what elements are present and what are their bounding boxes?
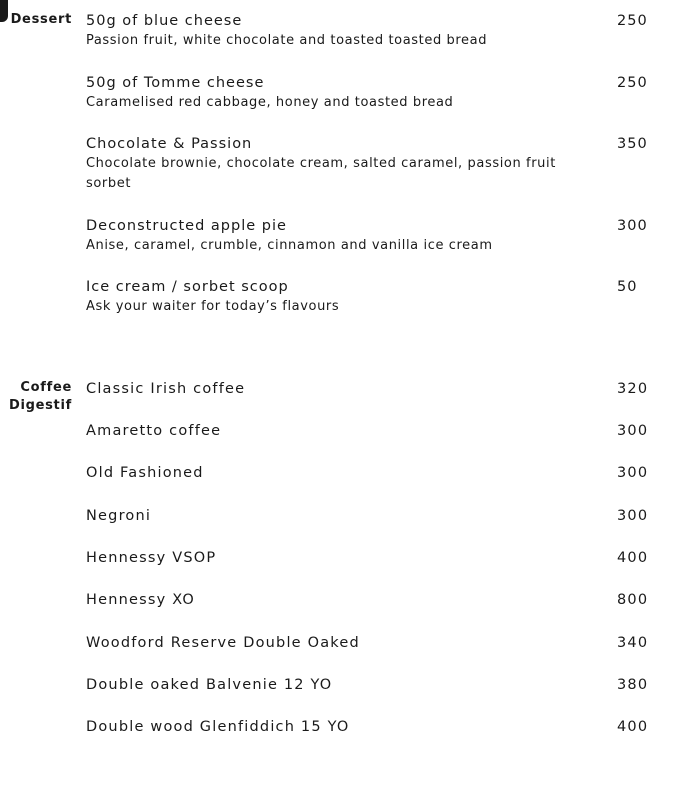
item-description: Passion fruit, white chocolate and toasted toasted bread bbox=[86, 33, 488, 48]
item-price: 380 bbox=[617, 677, 649, 693]
menu-item-balvenie bbox=[86, 675, 686, 695]
item-name: Classic Irish coffee bbox=[86, 381, 246, 397]
menu-item-chocolate-passion bbox=[86, 134, 686, 194]
section-label-coffee-digestif bbox=[9, 379, 72, 415]
item-price: 400 bbox=[617, 550, 649, 566]
item-name: Deconstructed apple pie bbox=[86, 218, 287, 234]
menu-item-glenfiddich bbox=[86, 717, 686, 737]
menu-item-old-fashioned bbox=[86, 463, 686, 483]
item-price: 300 bbox=[617, 465, 649, 481]
item-price: 340 bbox=[617, 635, 649, 651]
menu-item-apple-pie bbox=[86, 216, 686, 256]
item-name: Hennessy VSOP bbox=[86, 550, 217, 566]
item-name: Double wood Glenfiddich 15 YO bbox=[86, 719, 350, 735]
menu-item-tomme-cheese bbox=[86, 73, 686, 113]
menu-item-amaretto-coffee bbox=[86, 421, 686, 441]
item-name: Amaretto coffee bbox=[86, 423, 222, 439]
item-price: 400 bbox=[617, 719, 649, 735]
item-description: Caramelised red cabbage, honey and toasted bread bbox=[86, 95, 454, 110]
item-name: Hennessy XO bbox=[86, 592, 196, 608]
item-description: Anise, caramel, crumble, cinnamon and vanilla ice cream bbox=[86, 238, 493, 253]
item-price: 50 bbox=[617, 279, 638, 295]
menu-item-negroni bbox=[86, 506, 686, 526]
section-label-line1: Coffee bbox=[20, 380, 72, 395]
item-price: 300 bbox=[617, 423, 649, 439]
menu-item-irish-coffee bbox=[86, 379, 686, 399]
item-price: 250 bbox=[617, 75, 648, 91]
menu-item-woodford-reserve bbox=[86, 633, 686, 653]
item-name: 50g of Tomme cheese bbox=[86, 75, 265, 91]
item-price: 300 bbox=[617, 508, 649, 524]
item-description: Ask your waiter for today’s flavours bbox=[86, 299, 340, 314]
item-name: Double oaked Balvenie 12 YO bbox=[86, 677, 333, 693]
item-name: Ice cream / sorbet scoop bbox=[86, 279, 289, 295]
menu-item-hennessy-xo bbox=[86, 590, 686, 610]
item-price: 800 bbox=[617, 592, 649, 608]
item-price: 350 bbox=[617, 136, 648, 152]
item-price: 320 bbox=[617, 381, 649, 397]
menu-item-hennessy-vsop bbox=[86, 548, 686, 568]
item-name: Negroni bbox=[86, 508, 152, 524]
menu-item-ice-cream bbox=[86, 277, 686, 317]
menu-item-blue-cheese bbox=[86, 11, 686, 51]
section-label-dessert bbox=[11, 11, 72, 29]
section-label-text: Dessert bbox=[10, 12, 72, 27]
item-name: 50g of blue cheese bbox=[86, 13, 243, 29]
item-name: Chocolate & Passion bbox=[86, 136, 253, 152]
section-label-line2: Digestif bbox=[8, 398, 72, 413]
item-name: Old Fashioned bbox=[86, 465, 204, 481]
item-description: Chocolate brownie, chocolate cream, salted caramel, passion fruit sorbet bbox=[86, 156, 556, 191]
item-price: 300 bbox=[617, 218, 648, 234]
corner-mark bbox=[0, 0, 8, 22]
item-name: Woodford Reserve Double Oaked bbox=[86, 635, 360, 651]
item-price: 250 bbox=[617, 13, 648, 29]
